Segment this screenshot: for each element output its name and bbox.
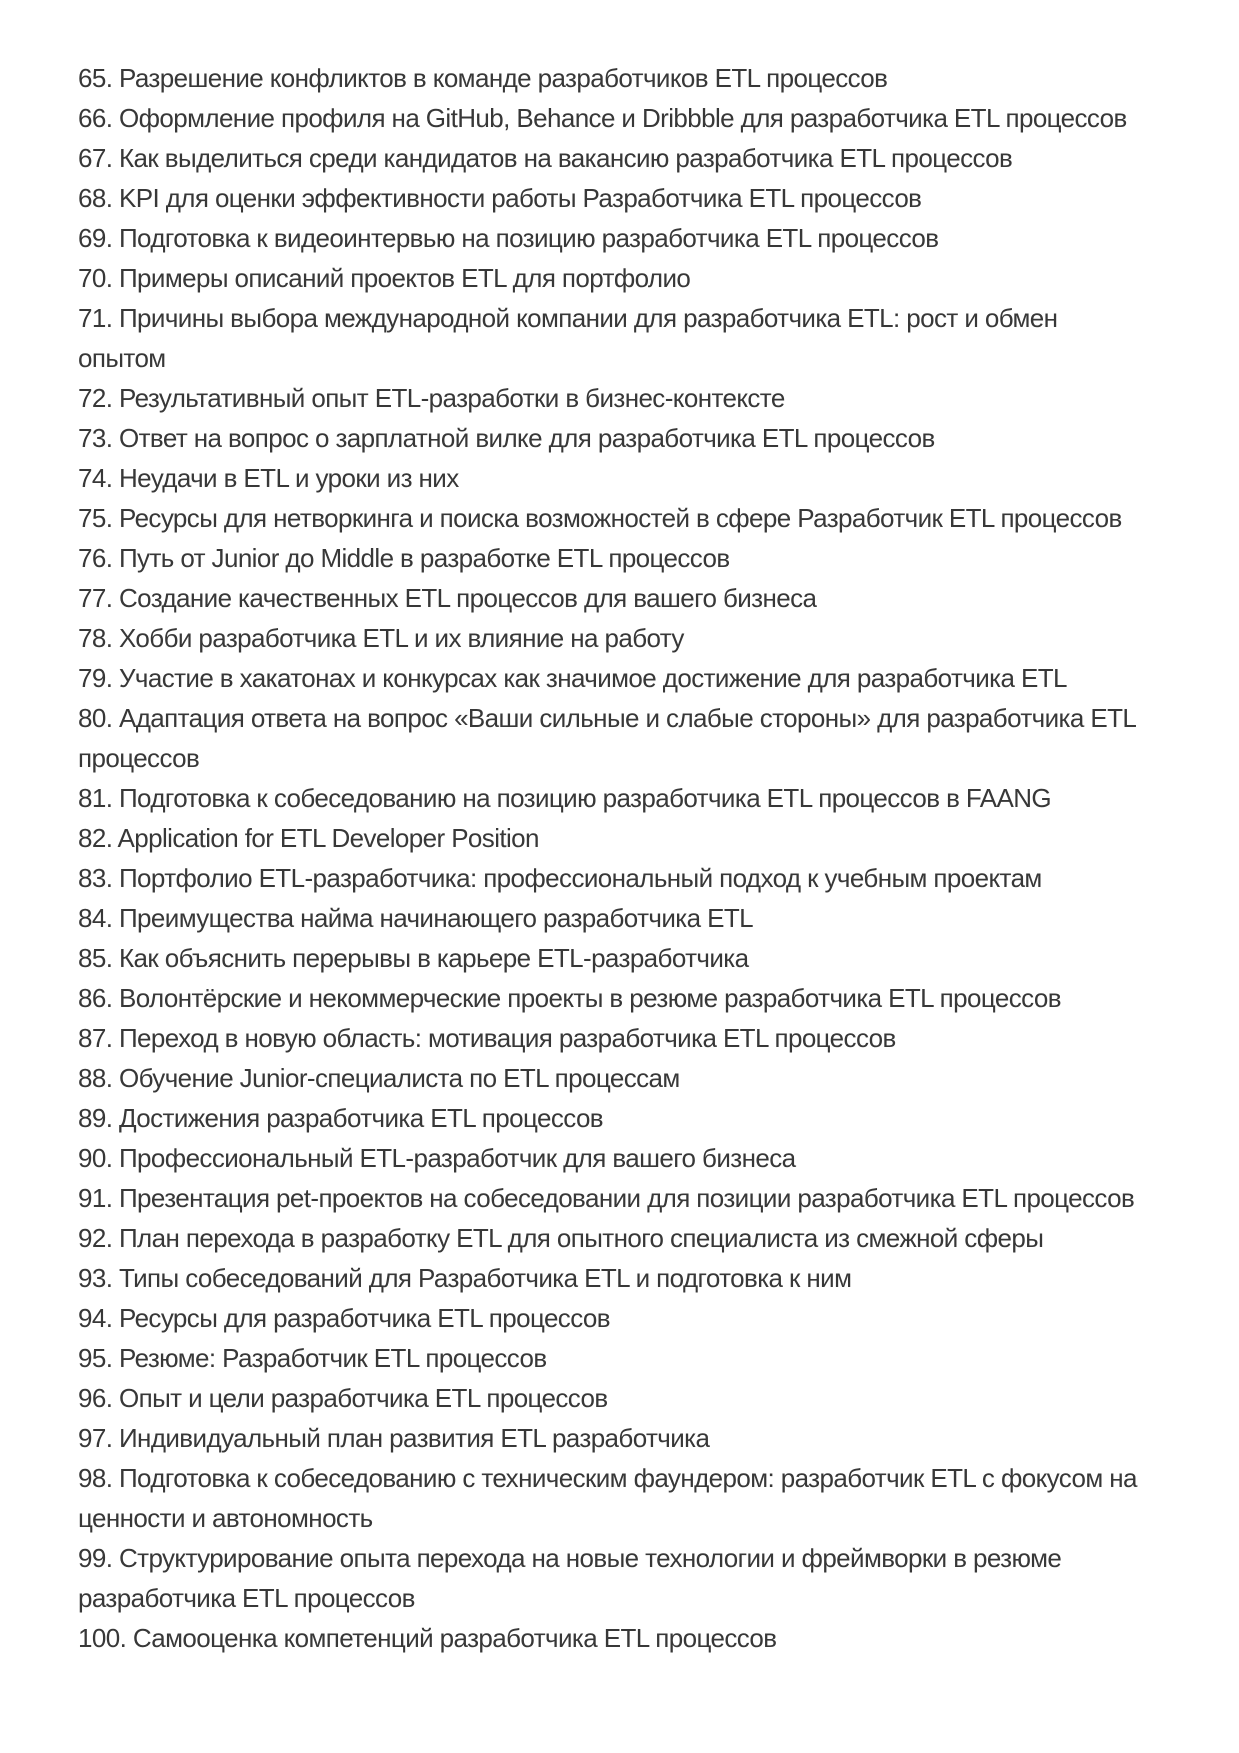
- list-item: 79. Участие в хакатонах и конкурсах как значимое достижение для разработчика ETL: [78, 663, 1067, 693]
- list-item: 82. Application for ETL Developer Position: [78, 823, 539, 853]
- list-item: 100. Самооценка компетенций разработчика ETL процессов: [78, 1623, 777, 1653]
- list-item: 98. Подготовка к собеседованию с техническим фаундером: разработчик ETL с фокусом на: [78, 1463, 1137, 1493]
- list-item: 65. Разрешение конфликтов в команде разработчиков ETL процессов: [78, 63, 888, 93]
- list-item: 84. Преимущества найма начинающего разработчика ETL: [78, 903, 753, 933]
- list-item: 95. Резюме: Разработчик ETL процессов: [78, 1343, 547, 1373]
- list-item: 81. Подготовка к собеседованию на позицию разработчика ETL процессов в FAANG: [78, 783, 1052, 813]
- list-item: 73. Ответ на вопрос о зарплатной вилке для разработчика ETL процессов: [78, 423, 935, 453]
- list-item: 77. Создание качественных ETL процессов для вашего бизнеса: [78, 583, 817, 613]
- list-item: 90. Профессиональный ETL-разработчик для вашего бизнеса: [78, 1143, 796, 1173]
- list-item: 80. Адаптация ответа на вопрос «Ваши сильные и слабые стороны» для разработчика ETL: [78, 703, 1137, 733]
- list-item: 70. Примеры описаний проектов ETL для портфолио: [78, 263, 691, 293]
- list-item: 71. Причины выбора международной компании для разработчика ETL: рост и обмен: [78, 303, 1058, 333]
- list-item: 67. Как выделиться среди кандидатов на вакансию разработчика ETL процессов: [78, 143, 1013, 173]
- list-item: 78. Хобби разработчика ETL и их влияние на работу: [78, 623, 684, 653]
- list-item: 68. KPI для оценки эффективности работы Разработчика ETL процессов: [78, 183, 922, 213]
- list-item: 76. Путь от Junior до Middle в разработке ETL процессов: [78, 543, 730, 573]
- list-item: 69. Подготовка к видеоинтервью на позицию разработчика ETL процессов: [78, 223, 939, 253]
- list-item-continuation: разработчика ETL процессов: [78, 1583, 415, 1613]
- list-item: 74. Неудачи в ETL и уроки из них: [78, 463, 459, 493]
- list-item-continuation: опытом: [78, 343, 166, 373]
- list-item: 97. Индивидуальный план развития ETL разработчика: [78, 1423, 710, 1453]
- list-item: 89. Достижения разработчика ETL процессов: [78, 1103, 604, 1133]
- list-item: 93. Типы собеседований для Разработчика ETL и подготовка к ним: [78, 1263, 852, 1293]
- list-item: 66. Оформление профиля на GitHub, Behance и Dribbble для разработчика ETL процессов: [78, 103, 1127, 133]
- list-item: 86. Волонтёрские и некоммерческие проекты в резюме разработчика ETL процессов: [78, 983, 1061, 1013]
- list-item: 85. Как объяснить перерывы в карьере ETL-разработчика: [78, 943, 749, 973]
- list-item: 75. Ресурсы для нетворкинга и поиска возможностей в сфере Разработчик ETL процессов: [78, 503, 1122, 533]
- list-item: 83. Портфолио ETL-разработчика: профессиональный подход к учебным проектам: [78, 863, 1042, 893]
- list-item: 96. Опыт и цели разработчика ETL процессов: [78, 1383, 608, 1413]
- list-item: 94. Ресурсы для разработчика ETL процессов: [78, 1303, 610, 1333]
- list-item: 91. Презентация pet-проектов на собеседовании для позиции разработчика ETL процессов: [78, 1183, 1135, 1213]
- list-item: 72. Результативный опыт ETL-разработки в бизнес-контексте: [78, 383, 785, 413]
- list-item: 99. Структурирование опыта перехода на новые технологии и фреймворки в резюме: [78, 1543, 1062, 1573]
- list-item-continuation: ценности и автономность: [78, 1503, 373, 1533]
- list-item-continuation: процессов: [78, 743, 200, 773]
- list-item: 88. Обучение Junior-специалиста по ETL процессам: [78, 1063, 680, 1093]
- list-item: 92. План перехода в разработку ETL для опытного специалиста из смежной сферы: [78, 1223, 1044, 1253]
- list-item: 87. Переход в новую область: мотивация разработчика ETL процессов: [78, 1023, 896, 1053]
